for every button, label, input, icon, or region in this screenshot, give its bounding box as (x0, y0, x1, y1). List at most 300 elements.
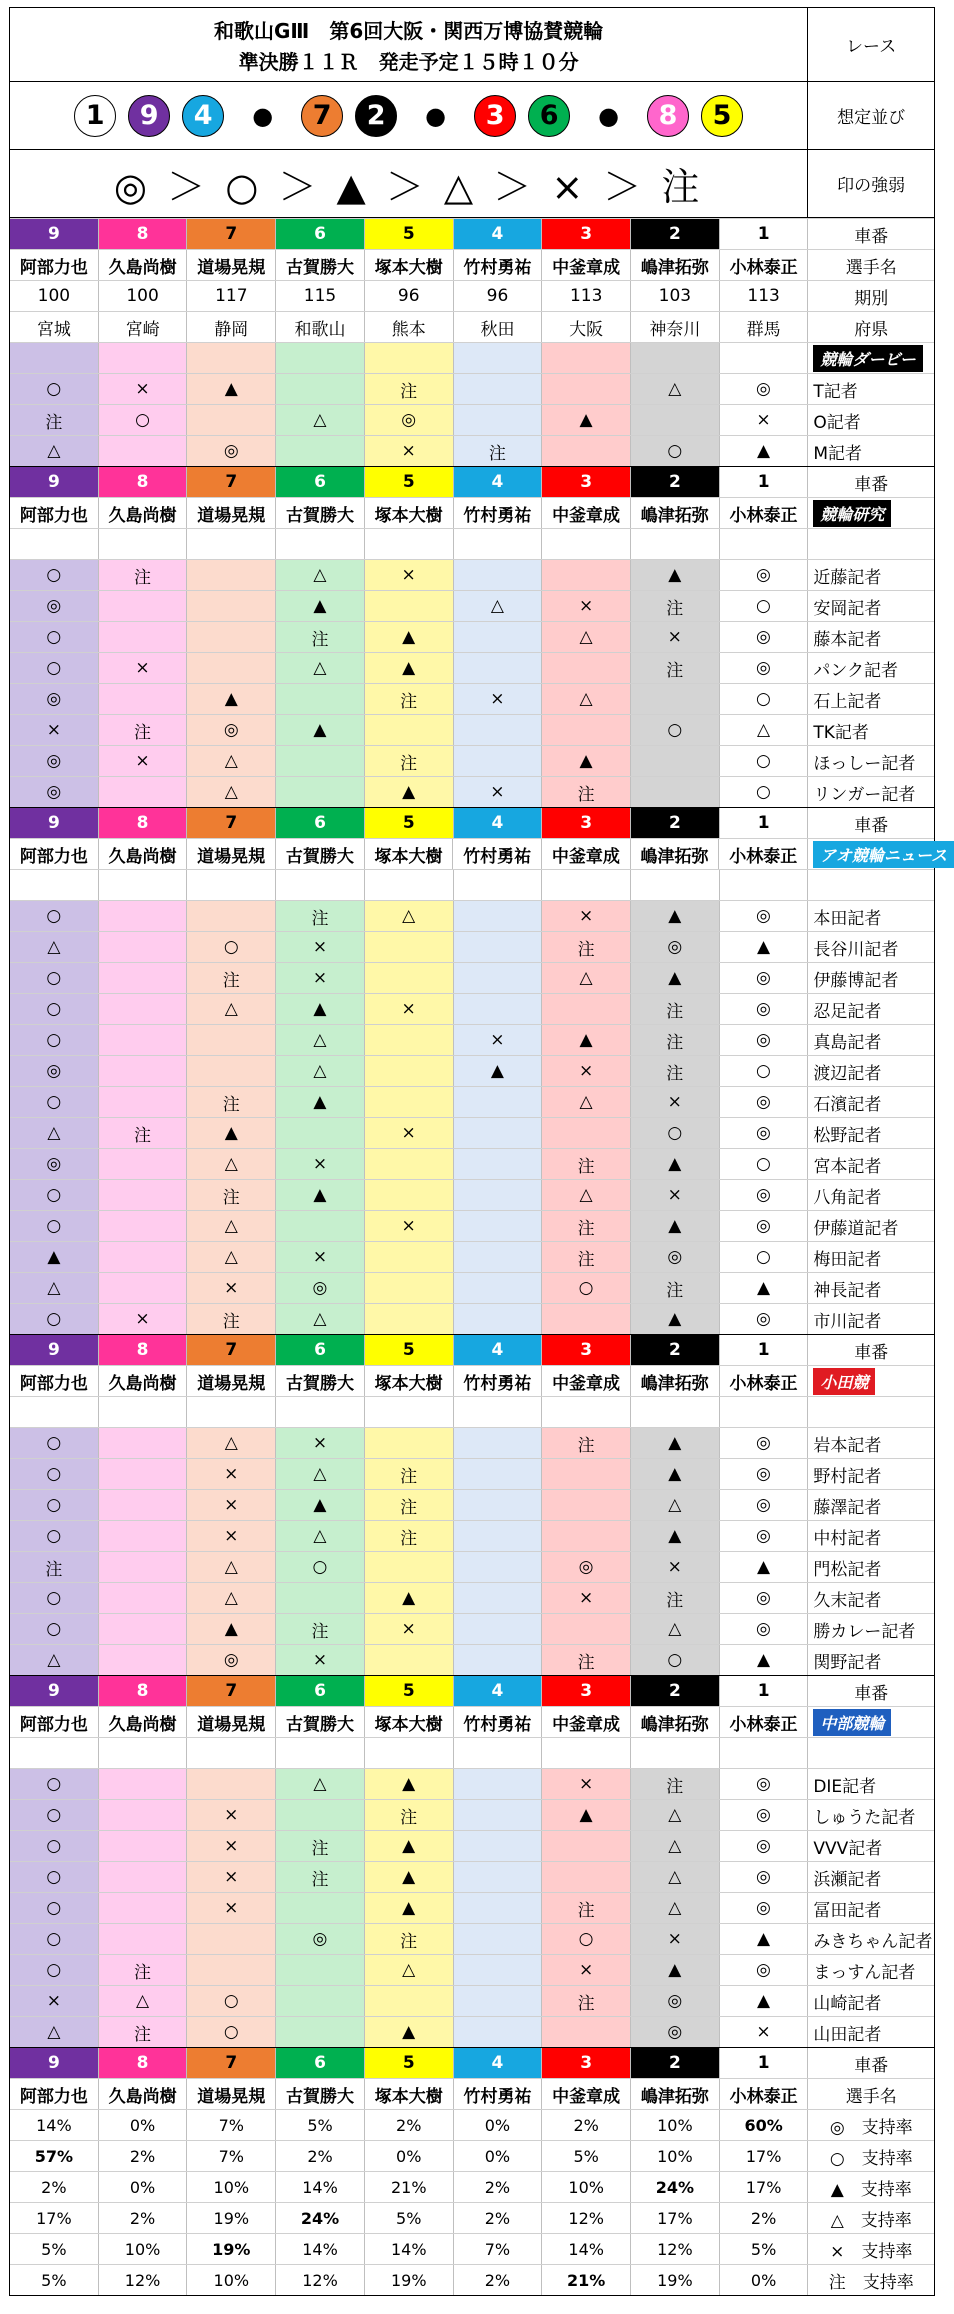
reporter-row (10, 1799, 934, 1830)
mark: ○ (187, 2017, 276, 2047)
mark (99, 1056, 188, 1086)
mark: ◎ (720, 560, 809, 590)
blank-cell (631, 870, 720, 900)
reporter-name: 松野記者 (813, 1125, 882, 1146)
racer-name: 竹村勇祐 (453, 839, 542, 869)
mark (99, 1800, 188, 1830)
support-rate: 10% (99, 2234, 188, 2264)
reporter-name: 神長記者 (813, 1280, 882, 1301)
reporter-name: 安岡記者 (813, 598, 882, 619)
mark: ○ (187, 932, 276, 962)
reporter-row (10, 1768, 934, 1799)
mark (454, 1304, 543, 1334)
car-number: 4 (454, 1335, 543, 1365)
mark: 注 (10, 405, 99, 435)
lineup-chips (74, 95, 743, 137)
support-rate: 2% (276, 2141, 365, 2171)
mark: × (365, 436, 454, 466)
mark: ◎ (720, 1955, 809, 1985)
support-rate: 2% (454, 2172, 543, 2202)
reporter-name: 伊藤道記者 (813, 1218, 899, 1239)
blank-cell (631, 1738, 720, 1768)
racer-name: 小林泰正 (720, 250, 809, 280)
mark (187, 1769, 276, 1799)
mark: ○ (10, 901, 99, 931)
mark: ▲ (631, 1459, 720, 1489)
reporter-name: 真島記者 (813, 1032, 882, 1053)
reporter-name: 山崎記者 (813, 1993, 882, 2014)
racer-name: 竹村勇祐 (454, 1707, 543, 1737)
mark (187, 405, 276, 435)
mark (99, 1459, 188, 1489)
mark (276, 777, 365, 807)
mark: △ (276, 405, 365, 435)
reporter-name: 梅田記者 (813, 1249, 882, 1270)
mark: ▲ (631, 1304, 720, 1334)
support-rate: 0% (454, 2110, 543, 2140)
support-rate: 10% (542, 2172, 631, 2202)
car-number: 6 (276, 808, 365, 838)
prefecture: 秋田 (454, 312, 543, 342)
prediction-table (10, 218, 948, 2295)
car-number-label: 車番 (854, 474, 889, 495)
blank-cell (365, 1738, 454, 1768)
support-rate: 12% (542, 2203, 631, 2233)
racer-name: 小林泰正 (719, 839, 808, 869)
reporter-row (10, 1086, 934, 1117)
mark: × (542, 1955, 631, 1985)
blank-cell (187, 1738, 276, 1768)
mark (542, 1304, 631, 1334)
mark (276, 1211, 365, 1241)
mark: △ (187, 1583, 276, 1613)
mark: ◎ (276, 1273, 365, 1303)
mark: ◎ (720, 1769, 809, 1799)
car-number: 3 (542, 1676, 631, 1706)
mark (542, 1118, 631, 1148)
support-rate: 10% (631, 2141, 720, 2171)
support-rate-row (10, 2202, 934, 2233)
blank-label (808, 870, 934, 900)
reporter-name: 久末記者 (813, 1590, 882, 1611)
mark: × (454, 777, 543, 807)
mark: ▲ (365, 1583, 454, 1613)
car-number: 7 (187, 219, 276, 249)
reporter-row (10, 1427, 934, 1458)
mark: △ (10, 1273, 99, 1303)
mark (99, 1862, 188, 1892)
mark (99, 901, 188, 931)
racer-name: 阿部力也 (10, 1707, 99, 1737)
mark (365, 1180, 454, 1210)
reporter-row (10, 1241, 934, 1272)
mark (187, 1025, 276, 1055)
car-number: 9 (10, 2048, 99, 2078)
mark: ◎ (720, 901, 809, 931)
mark (542, 1614, 631, 1644)
mark: ◎ (720, 1800, 809, 1830)
prefecture: 群馬 (720, 312, 809, 342)
car-number-row (10, 218, 934, 249)
prediction-sheet (9, 7, 948, 2296)
racer-name: 道場晃規 (187, 498, 276, 528)
prefecture: 静岡 (187, 312, 276, 342)
mark (454, 1645, 543, 1675)
support-rate: 0% (365, 2141, 454, 2171)
lineup-chip: 1 (74, 95, 116, 137)
mark: 注 (276, 622, 365, 652)
race-label: レース (846, 37, 897, 57)
car-number: 6 (276, 219, 365, 249)
racer-name: 中釜章成 (542, 2079, 631, 2109)
mark: △ (187, 1428, 276, 1458)
support-rate: 17% (631, 2203, 720, 2233)
mark (631, 684, 720, 714)
mark: ▲ (10, 1242, 99, 1272)
racer-name: 阿部力也 (10, 2079, 99, 2109)
mark: ▲ (187, 374, 276, 404)
car-number: 5 (365, 1335, 454, 1365)
support-rate: 21% (365, 2172, 454, 2202)
media-logo-cell (808, 343, 934, 373)
mark: × (542, 1583, 631, 1613)
mark: ◎ (720, 1025, 809, 1055)
mark (454, 1118, 543, 1148)
mark: ○ (10, 1087, 99, 1117)
mark: 注 (631, 591, 720, 621)
mark (365, 1149, 454, 1179)
racer-name: 久島尚樹 (99, 839, 188, 869)
mark: ◎ (720, 994, 809, 1024)
mark: △ (542, 684, 631, 714)
mark (365, 715, 454, 745)
mark: △ (276, 1459, 365, 1489)
mark: ○ (631, 436, 720, 466)
mark: △ (631, 374, 720, 404)
car-number-label: 車番 (854, 815, 889, 836)
mark: ○ (720, 777, 809, 807)
car-number: 7 (187, 1335, 276, 1365)
lineup-chip: 6 (528, 95, 570, 137)
car-number: 3 (542, 808, 631, 838)
mark: ◎ (10, 684, 99, 714)
race-header (10, 8, 934, 82)
mark: △ (542, 963, 631, 993)
mark: × (99, 653, 188, 683)
support-rate: 2% (542, 2110, 631, 2140)
racer-name: 中釜章成 (542, 498, 631, 528)
car-number: 7 (187, 2048, 276, 2078)
racer-name: 久島尚樹 (99, 1707, 188, 1737)
reporter-row (10, 590, 934, 621)
car-number: 6 (276, 1335, 365, 1365)
racer-name: 中釜章成 (542, 839, 631, 869)
mark: × (276, 1149, 365, 1179)
mark: 注 (542, 1428, 631, 1458)
mark: ○ (10, 1862, 99, 1892)
reporter-name: リンガー記者 (813, 784, 916, 805)
mark: 注 (365, 1459, 454, 1489)
mark: ▲ (542, 1025, 631, 1055)
period-row (10, 280, 934, 311)
mark (99, 777, 188, 807)
reporter-row (10, 435, 934, 466)
mark: ◎ (720, 1428, 809, 1458)
support-rate-label: ▲ 支持率 (830, 2179, 912, 2200)
mark: ○ (10, 1800, 99, 1830)
mark (542, 560, 631, 590)
mark: ○ (10, 1893, 99, 1923)
mark: ○ (720, 746, 809, 776)
mark (454, 901, 543, 931)
spacer-row (10, 869, 934, 900)
blank-cell (454, 1738, 543, 1768)
blank-cell (542, 1397, 631, 1427)
mark: ○ (542, 1924, 631, 1954)
prefecture-label: 府県 (854, 319, 889, 340)
car-number: 9 (10, 467, 99, 497)
support-rate: 17% (10, 2203, 99, 2233)
mark (99, 1552, 188, 1582)
blank-label (808, 1738, 934, 1768)
mark: ◎ (720, 622, 809, 652)
reporter-row (10, 1954, 934, 1985)
mark: ◎ (365, 405, 454, 435)
reporter-row (10, 373, 934, 404)
mark (365, 1273, 454, 1303)
support-rate: 10% (187, 2172, 276, 2202)
mark: 注 (187, 1304, 276, 1334)
mark: △ (187, 1149, 276, 1179)
mark: × (365, 560, 454, 590)
support-rate: 7% (187, 2141, 276, 2171)
mark: 注 (542, 1645, 631, 1675)
mark: ○ (631, 1645, 720, 1675)
mark: ◎ (720, 653, 809, 683)
mark: 注 (631, 994, 720, 1024)
mark (454, 1087, 543, 1117)
media-logo: アオ競輪ニュース (813, 841, 954, 868)
mark (454, 963, 543, 993)
mark: ◎ (187, 1645, 276, 1675)
mark (99, 1769, 188, 1799)
reporter-row (10, 1861, 934, 1892)
tint-cell (187, 343, 276, 373)
mark: × (187, 1831, 276, 1861)
mark: 注 (10, 1552, 99, 1582)
mark: ◎ (720, 1087, 809, 1117)
reporter-row (10, 1613, 934, 1644)
reporter-row (10, 1179, 934, 1210)
mark (99, 1242, 188, 1272)
blank-cell (187, 1397, 276, 1427)
blank-cell (276, 1397, 365, 1427)
mark: △ (631, 1490, 720, 1520)
car-number: 8 (99, 808, 188, 838)
reporter-name: 長谷川記者 (813, 939, 899, 960)
mark: × (99, 374, 188, 404)
mark: ▲ (276, 1490, 365, 1520)
mark (276, 436, 365, 466)
mark (99, 1924, 188, 1954)
period: 115 (276, 281, 365, 311)
car-number: 7 (187, 808, 276, 838)
mark (365, 1645, 454, 1675)
period: 100 (99, 281, 188, 311)
mark: × (187, 1521, 276, 1551)
support-rate: 5% (365, 2203, 454, 2233)
mark (365, 932, 454, 962)
support-rate-label: × 支持率 (830, 2241, 913, 2262)
car-number: 4 (454, 2048, 543, 2078)
car-number-row (10, 807, 934, 838)
support-rate: 14% (542, 2234, 631, 2264)
spacer-row (10, 1396, 934, 1427)
mark (99, 1831, 188, 1861)
prefecture: 和歌山 (276, 312, 365, 342)
mark: ◎ (187, 715, 276, 745)
car-number: 3 (542, 219, 631, 249)
support-rate: 24% (276, 2203, 365, 2233)
mark: ○ (10, 1304, 99, 1334)
reporter-row (10, 1303, 934, 1334)
mark (276, 1800, 365, 1830)
mark (99, 1893, 188, 1923)
support-rate: 60% (720, 2110, 809, 2140)
car-number: 3 (542, 467, 631, 497)
mark: △ (276, 653, 365, 683)
racer-name: 塚本大樹 (365, 250, 454, 280)
reporter-name: 本田記者 (813, 908, 882, 929)
racer-name: 久島尚樹 (99, 2079, 188, 2109)
reporter-row (10, 652, 934, 683)
blank-label (808, 1397, 934, 1427)
mark (99, 1273, 188, 1303)
racer-name: 道場晃規 (187, 250, 276, 280)
mark (454, 1769, 543, 1799)
lineup-label: 想定並び (837, 108, 906, 128)
mark: △ (187, 746, 276, 776)
reporter-row (10, 1148, 934, 1179)
mark (454, 1831, 543, 1861)
mark (454, 2017, 543, 2047)
period: 100 (10, 281, 99, 311)
reporter-name: 山田記者 (813, 2024, 882, 2045)
tint-cell (631, 343, 720, 373)
mark (454, 1955, 543, 1985)
mark: ▲ (631, 963, 720, 993)
support-rate: 0% (720, 2265, 809, 2295)
mark: ◎ (720, 1304, 809, 1334)
mark: ○ (631, 715, 720, 745)
racer-name: 古賀勝大 (276, 1707, 365, 1737)
lineup-row (10, 82, 934, 150)
mark (99, 932, 188, 962)
reporter-name: 宮本記者 (813, 1156, 882, 1177)
mark: × (454, 684, 543, 714)
period: 96 (454, 281, 543, 311)
period: 113 (542, 281, 631, 311)
mark: ○ (10, 1924, 99, 1954)
reporter-row (10, 900, 934, 931)
strength-label: 印の強弱 (837, 176, 906, 196)
support-rate-label: ◎ 支持率 (829, 2117, 913, 2138)
racer-name: 中釜章成 (542, 250, 631, 280)
period: 113 (720, 281, 809, 311)
prefecture: 大阪 (542, 312, 631, 342)
car-number: 8 (99, 1335, 188, 1365)
mark (454, 1986, 543, 2016)
tint-cell (276, 343, 365, 373)
mark: △ (187, 994, 276, 1024)
mark: ○ (10, 1614, 99, 1644)
mark (365, 1428, 454, 1458)
tint-cell (454, 343, 543, 373)
mark: × (365, 1614, 454, 1644)
racer-name: 道場晃規 (187, 839, 276, 869)
mark (454, 994, 543, 1024)
blank-cell (365, 529, 454, 559)
mark: ○ (10, 1211, 99, 1241)
mark (454, 1614, 543, 1644)
lineup-chip: 8 (647, 95, 689, 137)
blank-cell (365, 1397, 454, 1427)
mark (631, 777, 720, 807)
mark: ◎ (720, 1118, 809, 1148)
racer-name-label: 選手名 (845, 257, 897, 278)
mark: 注 (631, 1056, 720, 1086)
racer-name: 久島尚樹 (99, 498, 188, 528)
reporter-name: VVV記者 (813, 1838, 883, 1859)
car-number: 1 (720, 1335, 809, 1365)
mark: ◎ (720, 963, 809, 993)
racer-name: 嶋津拓弥 (631, 1707, 720, 1737)
mark: × (276, 1242, 365, 1272)
mark: ○ (10, 653, 99, 683)
mark: ○ (10, 1955, 99, 1985)
mark: ▲ (187, 1614, 276, 1644)
racer-name: 道場晃規 (187, 1366, 276, 1396)
blank-cell (720, 1397, 809, 1427)
mark: ▲ (542, 1800, 631, 1830)
mark: ▲ (187, 1118, 276, 1148)
lineup-chip: 3 (474, 95, 516, 137)
mark: △ (631, 1831, 720, 1861)
support-rate: 7% (454, 2234, 543, 2264)
racer-name-row (10, 249, 934, 280)
mark: ○ (631, 1118, 720, 1148)
reporter-row (10, 1892, 934, 1923)
mark (454, 1800, 543, 1830)
mark: 注 (99, 1118, 188, 1148)
reporter-name: 冨田記者 (813, 1900, 882, 1921)
mark: ◎ (720, 1893, 809, 1923)
mark: ◎ (10, 591, 99, 621)
reporter-row (10, 1458, 934, 1489)
mark (454, 1521, 543, 1551)
media-logo-cell (808, 1366, 934, 1396)
lineup-chip: 7 (301, 95, 343, 137)
media-logo: 小田競 (813, 1368, 875, 1395)
reporter-row (10, 1551, 934, 1582)
mark: △ (276, 1304, 365, 1334)
mark: × (631, 1087, 720, 1117)
car-number: 3 (542, 2048, 631, 2078)
mark: ○ (10, 1428, 99, 1458)
reporter-name: TK記者 (813, 722, 869, 743)
mark: ◎ (720, 1490, 809, 1520)
racer-name: 中釜章成 (542, 1366, 631, 1396)
